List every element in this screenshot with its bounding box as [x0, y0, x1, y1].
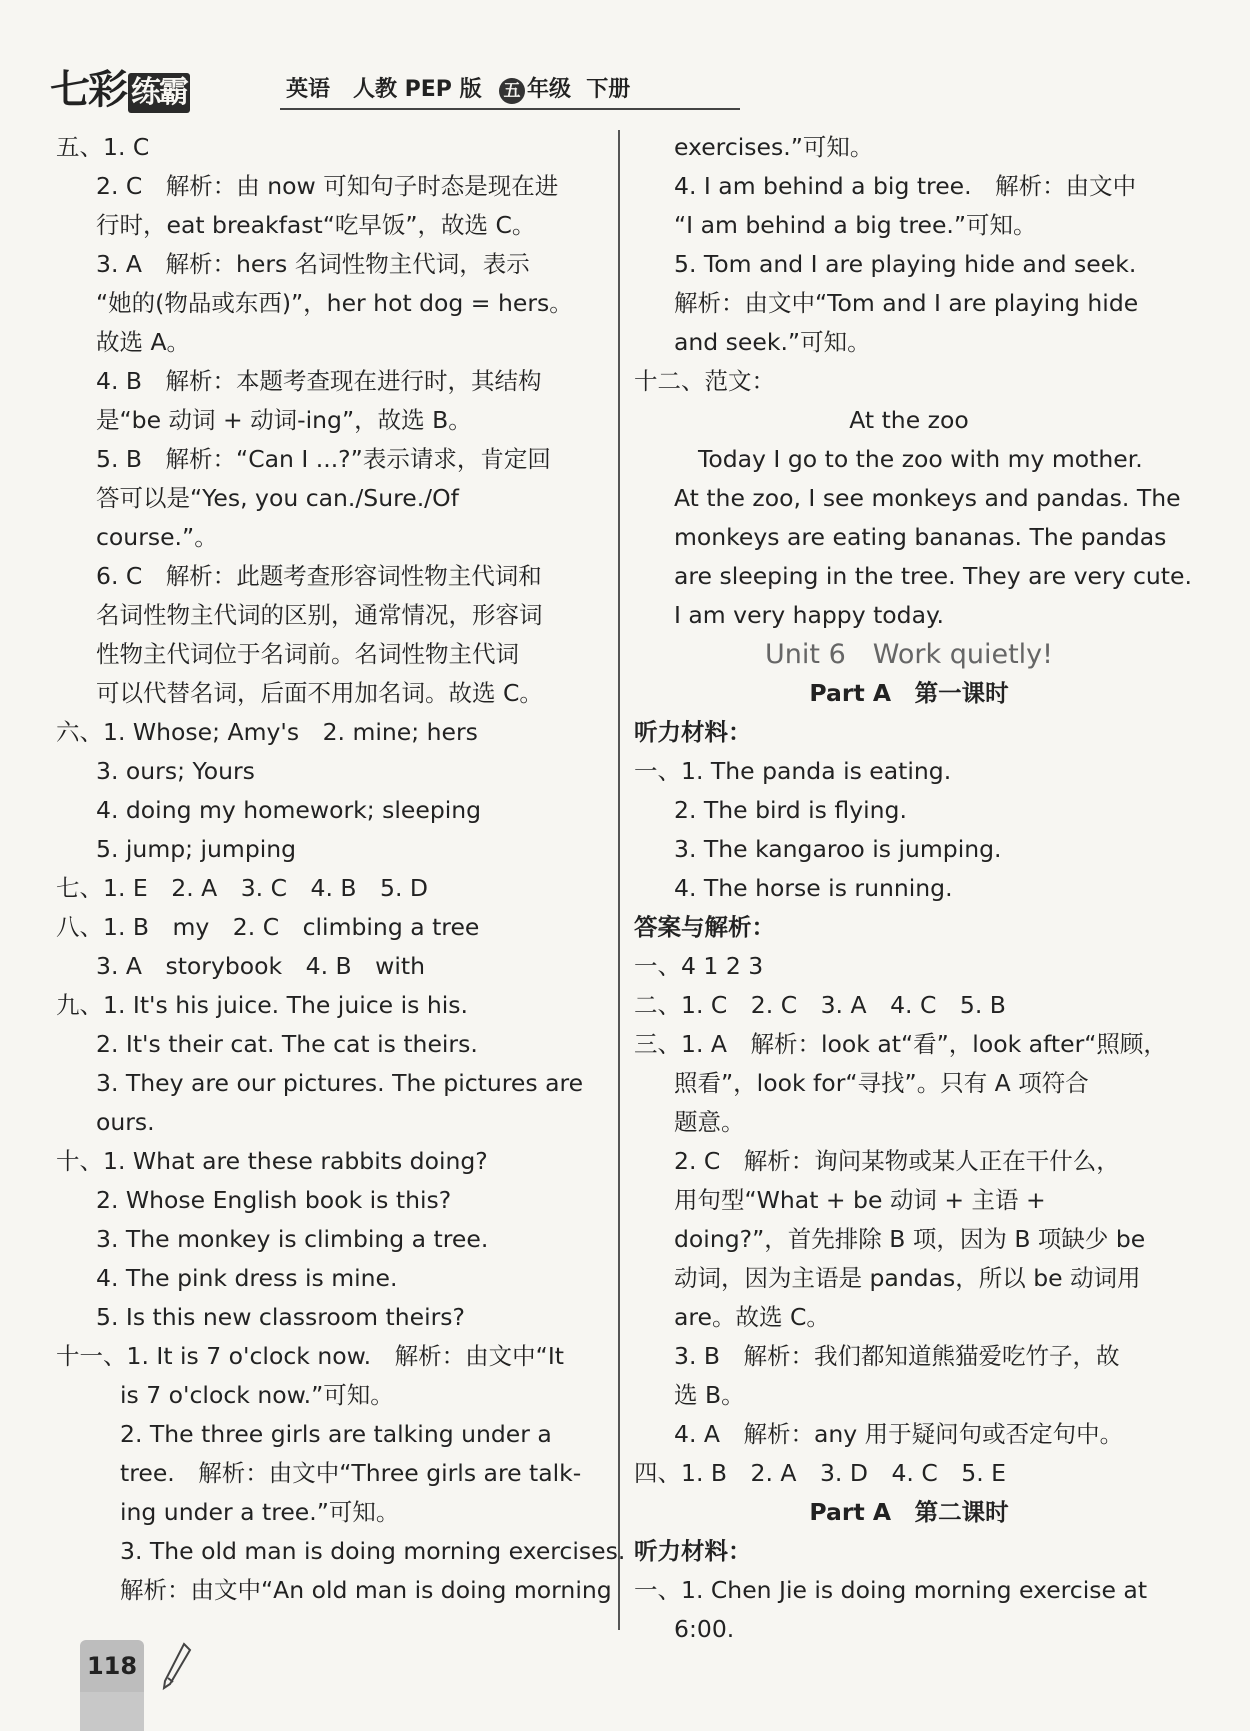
- text-line: 2. It's their cat. The cat is theirs.: [96, 1030, 478, 1058]
- text-line: 2. The bird is flying.: [674, 796, 907, 824]
- text-line: are。故选 C。: [674, 1303, 830, 1331]
- page-number-band: [80, 1692, 144, 1731]
- text-line: 3. ours; Yours: [96, 757, 255, 785]
- text-line: 3. A storybook 4. B with: [96, 952, 426, 980]
- text-line: 故选 A。: [96, 328, 191, 356]
- text-line: 一、1. The panda is eating.: [634, 757, 952, 785]
- text-line: 性物主代词位于名词前。名词性物主代词: [96, 640, 519, 668]
- text-line: 3. The old man is doing morning exercises.: [120, 1537, 626, 1565]
- book-title: [286, 72, 630, 104]
- volume: 下册: [586, 77, 631, 102]
- text-line: ing under a tree.”可知。: [120, 1498, 400, 1526]
- text-line: 一、1. Chen Jie is doing morning exercise at: [634, 1576, 1148, 1604]
- essay-line: I am very happy today.: [674, 601, 945, 629]
- text-line: 行时，eat breakfast“吃早饭”，故选 C。: [96, 211, 536, 239]
- essay-line: At the zoo, I see monkeys and pandas. The: [674, 484, 1181, 512]
- text-line: 名词性物主代词的区别，通常情况，形容词: [96, 601, 543, 629]
- text-line: 5. B 解析：“Can I ...?”表示请求，肯定回: [96, 445, 551, 473]
- page-number: 118: [80, 1640, 144, 1692]
- lesson-title: Part A 第一课时: [809, 679, 1009, 707]
- text-line: 2. C 解析：询问某物或某人正在干什么，: [674, 1147, 1120, 1175]
- essay-line: monkeys are eating bananas. The pandas: [674, 523, 1167, 551]
- text-line: 3. The monkey is climbing a tree.: [96, 1225, 489, 1253]
- text-line: doing?”，首先排除 B 项，因为 B 项缺少 be: [674, 1225, 1146, 1253]
- text-line: 6:00.: [674, 1615, 735, 1643]
- text-line: 解析：由文中“An old man is doing morning: [120, 1576, 612, 1604]
- text-line: 答可以是“Yes, you can./Sure./Of: [96, 484, 459, 512]
- text-line: ours.: [96, 1108, 155, 1136]
- text-line: 照看”，look for“寻找”。只有 A 项符合: [674, 1069, 1089, 1097]
- section-heading: 答案与解析：: [634, 913, 775, 941]
- text-line: 4. B 解析：本题考查现在进行时，其结构: [96, 367, 542, 395]
- essay-line: Today I go to the zoo with my mother.: [698, 445, 1143, 473]
- text-line: 十一、1. It is 7 o'clock now. 解析：由文中“It: [56, 1342, 564, 1370]
- text-line: “她的(物品或东西)”，her hot dog = hers。: [96, 289, 573, 317]
- subject: 英语: [286, 77, 331, 102]
- text-line: 题意。: [674, 1108, 745, 1136]
- text-line: 4. The pink dress is mine.: [96, 1264, 398, 1292]
- section-heading: 听力材料：: [634, 718, 752, 746]
- edition: 人教 PEP 版: [353, 77, 482, 102]
- text-line: 5. Tom and I are playing hide and seek.: [674, 250, 1137, 278]
- text-line: 5. jump; jumping: [96, 835, 297, 863]
- section-heading: 十二、范文：: [634, 367, 775, 395]
- text-line: tree. 解析：由文中“Three girls are talk-: [120, 1459, 582, 1487]
- essay-title: At the zoo: [849, 406, 969, 434]
- text-line: 七、1. E 2. A 3. C 4. B 5. D: [56, 874, 429, 902]
- text-line: 5. Is this new classroom theirs?: [96, 1303, 466, 1331]
- grade-badge: 五: [499, 78, 525, 104]
- right-column: [634, 128, 1192, 1649]
- header-rule: [280, 108, 740, 110]
- text-line: 三、1. A 解析：look at“看”，look after“照顾，: [634, 1030, 1167, 1058]
- text-line: 二、1. C 2. C 3. A 4. C 5. B: [634, 991, 1006, 1019]
- text-line: 四、1. B 2. A 3. D 4. C 5. E: [634, 1459, 1007, 1487]
- text-line: 6. C 解析：此题考查形容词性物主代词和: [96, 562, 542, 590]
- text-line: 解析：由文中“Tom and I are playing hide: [674, 289, 1139, 317]
- brand-main: 七彩: [50, 66, 126, 113]
- text-line: 3. A 解析：hers 名词性物主代词，表示: [96, 250, 530, 278]
- text-line: 3. They are our pictures. The pictures are: [96, 1069, 584, 1097]
- brand-logo: [50, 62, 190, 118]
- grade-word: 年级: [526, 77, 571, 102]
- text-line: course.”。: [96, 523, 218, 551]
- text-line: 4. doing my homework; sleeping: [96, 796, 482, 824]
- text-line: 九、1. It's his juice. The juice is his.: [56, 991, 468, 1019]
- text-line: 3. B 解析：我们都知道熊猫爱吃竹子，故: [674, 1342, 1120, 1370]
- text-line: and seek.”可知。: [674, 328, 871, 356]
- text-line: is 7 o'clock now.”可知。: [120, 1381, 394, 1409]
- text-line: exercises.”可知。: [674, 133, 874, 161]
- text-line: 4. The horse is running.: [674, 874, 953, 902]
- text-line: 六、1. Whose; Amy's 2. mine; hers: [56, 718, 478, 746]
- unit-title: Unit 6 Work quietly!: [765, 639, 1053, 670]
- text-line: 2. The three girls are talking under a: [120, 1420, 552, 1448]
- text-line: 2. Whose English book is this?: [96, 1186, 452, 1214]
- text-line: 用句型“What + be 动词 + 主语 +: [674, 1186, 1046, 1214]
- text-line: 动词，因为主语是 pandas，所以 be 动词用: [674, 1264, 1141, 1292]
- lesson-title: Part A 第二课时: [809, 1498, 1009, 1526]
- text-line: 一、4 1 2 3: [634, 952, 764, 980]
- left-column: [56, 128, 626, 1610]
- section-heading: 听力材料：: [634, 1537, 752, 1565]
- page-header: [50, 62, 690, 118]
- text-line: 可以代替名词，后面不用加名词。故选 C。: [96, 679, 543, 707]
- text-line: 3. The kangaroo is jumping.: [674, 835, 1002, 863]
- pencil-icon: [160, 1640, 194, 1692]
- essay-line: are sleeping in the tree. They are very cute.: [674, 562, 1192, 590]
- text-line: 五、1. C: [56, 133, 150, 161]
- text-line: 十、1. What are these rabbits doing?: [56, 1147, 488, 1175]
- text-line: 4. A 解析：any 用于疑问句或否定句中。: [674, 1420, 1124, 1448]
- text-line: 是“be 动词 + 动词-ing”，故选 B。: [96, 406, 472, 434]
- text-line: 八、1. B my 2. C climbing a tree: [56, 913, 480, 941]
- text-line: 4. I am behind a big tree. 解析：由文中: [674, 172, 1137, 200]
- text-line: 选 B。: [674, 1381, 745, 1409]
- column-divider: [618, 130, 620, 1630]
- text-line: “I am behind a big tree.”可知。: [674, 211, 1037, 239]
- text-line: 2. C 解析：由 now 可知句子时态是现在进: [96, 172, 559, 200]
- brand-box: 练霸: [128, 73, 190, 113]
